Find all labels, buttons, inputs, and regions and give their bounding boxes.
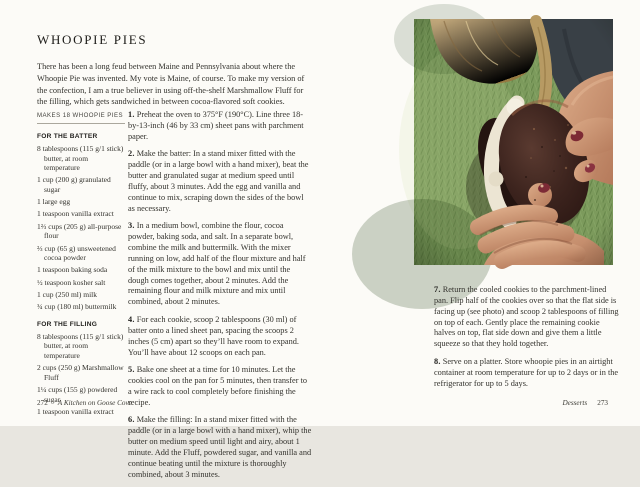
step-number: 8. [434, 356, 441, 366]
step-number: 3. [128, 221, 135, 231]
book-title: A Kitchen on Goose Cove [57, 399, 132, 407]
ingredient-item: 1⅔ cups (205 g) all-purpose flour [37, 221, 122, 241]
method-steps-continued [434, 285, 619, 396]
step-number: 7. [434, 285, 441, 294]
step-6 [128, 415, 312, 480]
recipe-intro: There has been a long feud between Maine and Pennsylvania about where the Whoopie Pie was invented. My vote is Maine, of course. To make my version of the confection, I am a true believer in using off-the-shelf Marshmallow Fluff for the filling, which gets sandwiched in between cocoa-flavored soft cookies. [37, 62, 305, 107]
ingredient-item: 1 cup (250 ml) milk [37, 290, 97, 300]
ingredient-item: 1 large egg [37, 197, 71, 207]
step-text: Make the batter: In a stand mixer fitted with the paddle (or in a large bowl with a hand mixer), beat the butter and granulated sugar at medium speed until fluffy, about 3 minutes. Add the egg and vanilla and continue to mix, scraping down the sides of the bowl as necessary. [128, 149, 309, 213]
step-number: 1. [128, 110, 135, 119]
step-8 [434, 357, 619, 390]
filling-header: FOR THE FILLING [37, 320, 98, 328]
ingredient-item: 1¼ cups (155 g) powdered sugar [37, 385, 118, 404]
step-text: In a medium bowl, combine the flour, cocoa powder, baking soda, and salt. In a separate bowl, combine the milk and buttermilk. With the mixer running on low, add half of the flour mixture and half of the milk mixture to the bowl and mix until the dough comes together, about 2 minutes. Add the remaining flour and milk mixture and mix until combined, about 2 minutes. [128, 221, 306, 307]
step-2 [128, 149, 312, 214]
step-1 [128, 110, 312, 143]
right-page-footer [562, 399, 608, 407]
ingredient-item: ¾ cup (180 ml) buttermilk [37, 302, 117, 312]
step-text: For each cookie, scoop 2 tablespoons (30 ml) of batter onto a lined sheet pan, spacing the scoops 2 inches (5 cm) apart so they’ll have room to expand. You’ll have about 12 scoops on each pan. [128, 315, 299, 357]
ingredient-item: 1 teaspoon vanilla extract [37, 406, 114, 416]
batter-header: FOR THE BATTER [37, 133, 98, 140]
step-text: Return the cooled cookies to the parchment-lined pan. Flip half of the cookies over so that the flat side is facing up (see photo) and scoop 2 tablespoons of filling on top of each. Gently place the remaining cookie halves on top, flat side down and give them a little squeeze so that they hold together. [434, 285, 619, 349]
step-number: 4. [128, 315, 135, 324]
ingredient-item: ½ teaspoon kosher salt [37, 277, 106, 287]
ingredient-item: 2 cups (250 g) Marshmallow Fluff [37, 363, 124, 382]
step-7 [434, 285, 619, 350]
ingredient-item: 8 tablespoons (115 g/1 stick) butter, at room temperature [37, 144, 124, 173]
step-text: Bake one sheet at a time for 10 minutes. Let the cookies cool on the pan for 5 minutes, then transfer to a wire rack to cool completely before finishing the recipe. [128, 365, 308, 407]
recipe-title: WHOOPIE PIES [37, 32, 148, 47]
step-number: 2. [128, 149, 135, 159]
left-page-footer [37, 399, 132, 407]
step-text: Serve on a platter. Store whoopie pies in an airtight container at room temperature for up to 2 days or in the refrigerator for up to 5 days. [434, 356, 619, 388]
step-text: Make the filling: In a stand mixer fitted with the paddle (or in a large bowl with a hand mixer), whip the butter on medium speed until light and airy, about 1 minute. Add the Fluff, powdered sugar, and vanilla and continue beating until the mixture is thoroughly combined, about 3 minutes. [128, 415, 312, 479]
page-number: 272 [37, 399, 48, 407]
method-steps [128, 110, 312, 487]
whoopie-pie-photo [414, 19, 613, 265]
step-3 [128, 221, 312, 308]
step-text: Preheat the oven to 375°F (190°C). Line three 18-by-13-inch (46 by 33 cm) sheet pans with parchment paper. [128, 110, 304, 141]
ingredient-item: 1 teaspoon vanilla extract [37, 209, 114, 219]
ingredients-column [37, 112, 125, 419]
ingredient-item: 8 tablespoons (115 g/1 stick) butter, at room temperature [37, 331, 124, 360]
ingredient-item: ⅔ cup (65 g) unsweetened cocoa powder [37, 243, 116, 263]
ingredient-item: 1 teaspoon baking soda [37, 265, 108, 275]
step-4 [128, 315, 312, 358]
section-name: Desserts [562, 399, 588, 407]
step-number: 6. [128, 415, 135, 425]
whoopie-pie-photo-art [414, 19, 613, 265]
yield-label: MAKES 18 WHOOPIE PIES [37, 112, 125, 124]
step-5 [128, 365, 312, 408]
step-number: 5. [128, 365, 135, 375]
ingredient-item: 1 cup (200 g) granulated sugar [37, 175, 111, 194]
page-number: 273 [597, 399, 608, 407]
